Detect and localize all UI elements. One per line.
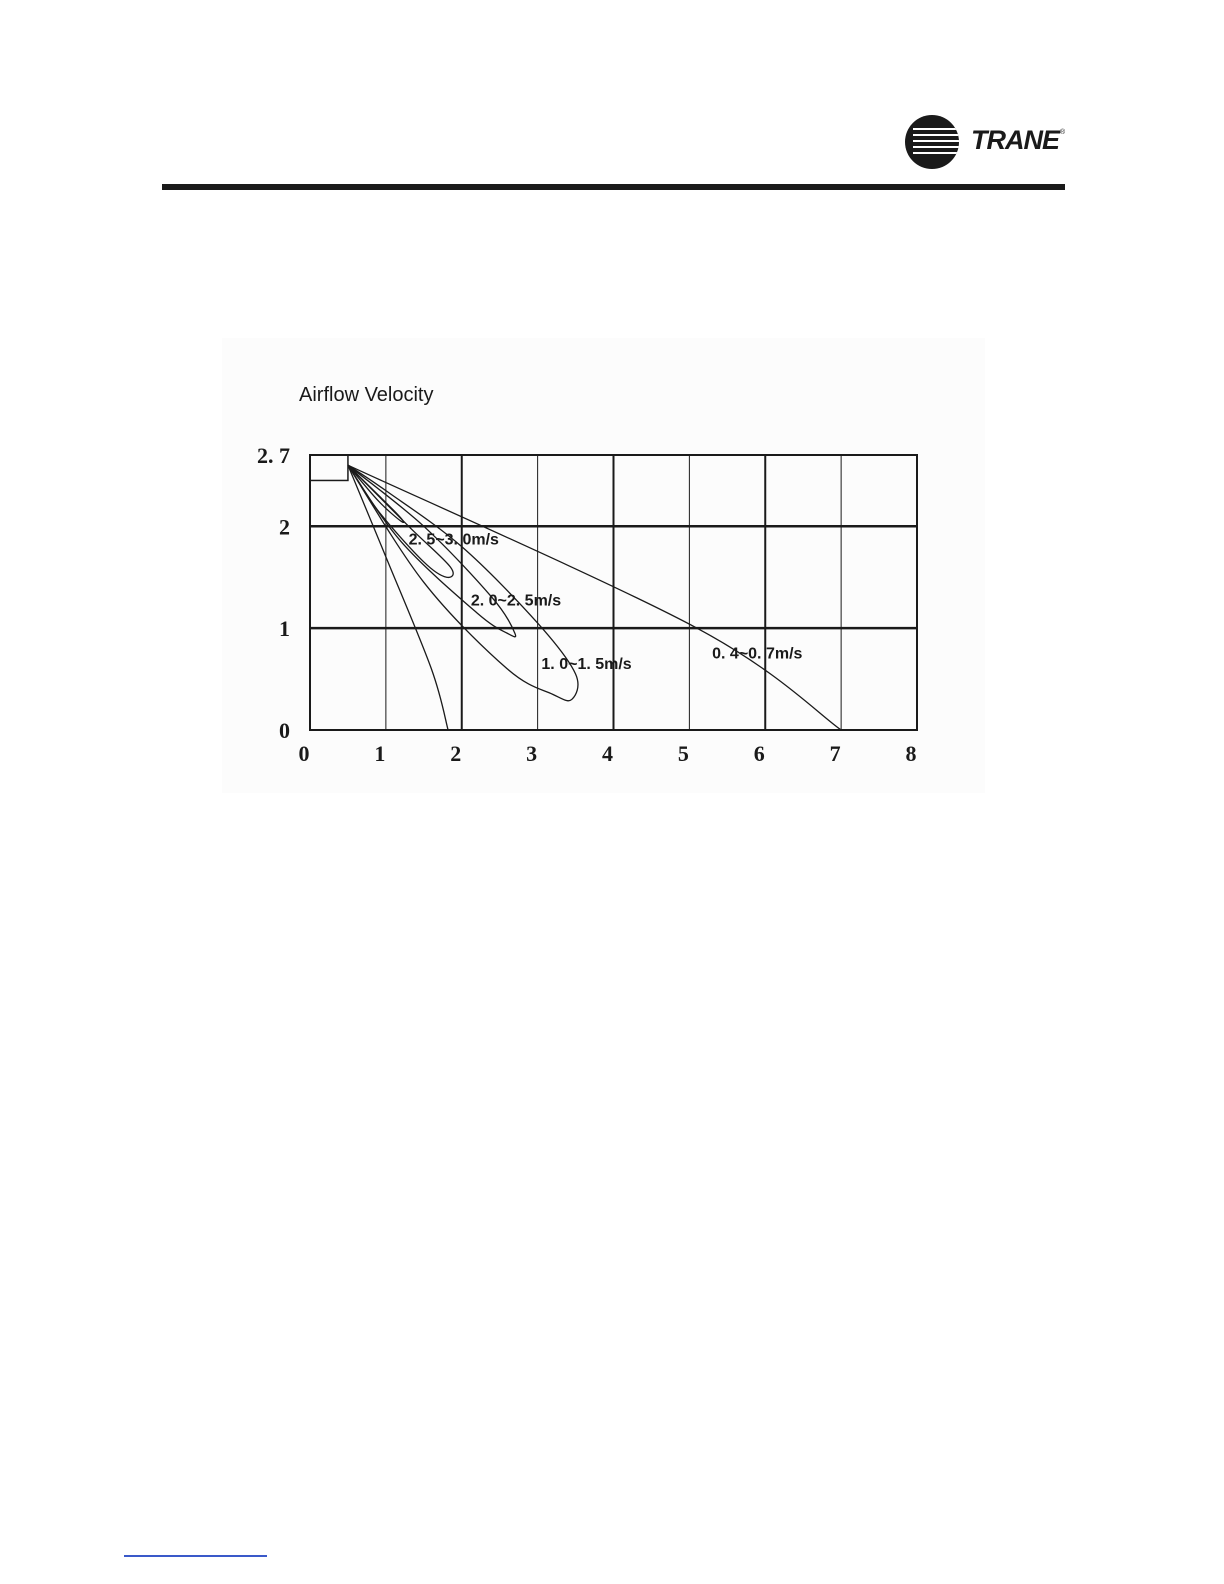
chart-title: Airflow Velocity (299, 384, 434, 406)
x-tick-label: 1 (374, 741, 386, 766)
x-tick-label: 0 (298, 741, 310, 766)
y-tick-label: 2 (279, 514, 290, 540)
x-tick-label: 7 (829, 741, 841, 766)
series-lines (348, 465, 841, 730)
series-line (348, 465, 841, 730)
x-tick-label: 5 (677, 741, 689, 766)
footer-link-underline[interactable] (124, 1555, 267, 1557)
x-tick-label: 2 (450, 741, 462, 766)
velocity-label: 2. 5~3. 0m/s (408, 531, 499, 549)
y-tick-label: 1 (279, 616, 290, 642)
x-tick-label: 6 (753, 741, 765, 766)
x-tick-label: 8 (905, 741, 917, 766)
velocity-label: 1. 0~1. 5m/s (541, 655, 632, 673)
velocity-label: 0. 4~0. 7m/s (712, 645, 803, 663)
registered-mark: ® (1060, 129, 1066, 136)
trane-logo-text: TRANE (971, 125, 1059, 155)
velocity-label: 2. 0~2. 5m/s (470, 592, 562, 610)
tick-labels (257, 443, 917, 766)
y-tick-label: 0 (279, 718, 290, 743)
x-tick-label: 3 (526, 741, 538, 766)
y-tick-label: 2. 7 (257, 443, 290, 468)
outlet-box (310, 455, 348, 480)
x-tick-label: 4 (602, 741, 613, 766)
outlet-rect (310, 455, 348, 480)
